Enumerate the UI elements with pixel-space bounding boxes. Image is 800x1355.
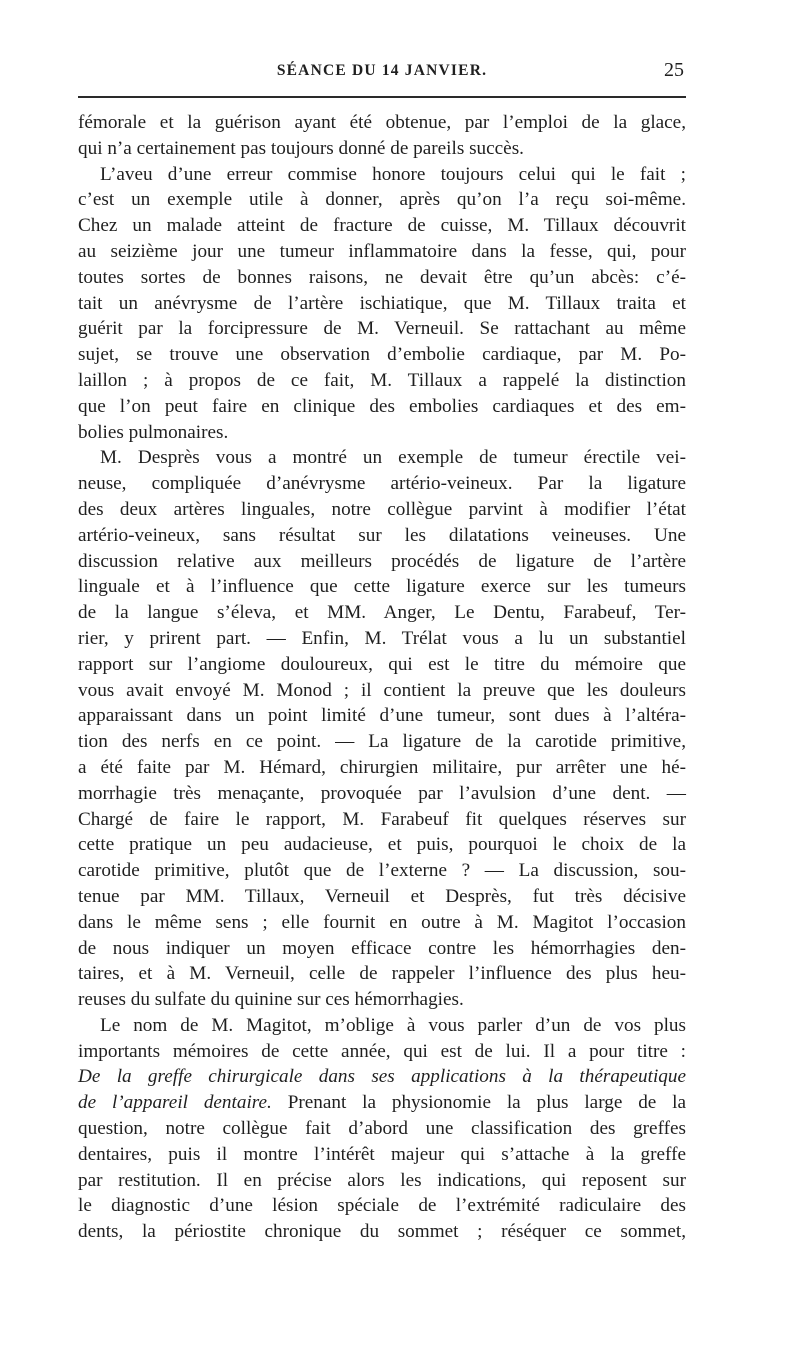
- paragraph-3: [78, 445, 686, 1013]
- text-line: guérit par la forcipressure de M. Verneuil. Se rattachant au même: [78, 318, 686, 340]
- text-line: tion des nerfs en ce point. — La ligature de la carotide primitive,: [78, 731, 686, 753]
- text-line: question, notre collègue fait d’abord une classification des greffes: [78, 1118, 686, 1140]
- text-line: c’est un exemple utile à donner, après qu’on l’a reçu soi-même.: [78, 189, 686, 211]
- text-line: Le nom de M. Magitot, m’oblige à vous parler d’un de vos plus: [100, 1014, 686, 1036]
- text-line: laillon ; à propos de ce fait, M. Tillaux a rappelé la distinction: [78, 369, 686, 391]
- running-head: SÉANCE DU 14 JANVIER.: [276, 62, 488, 79]
- text-line: fémorale et la guérison ayant été obtenue, par l’emploi de la glace,: [78, 112, 686, 133]
- memoir-title-line: De la greffe chirurgicale dans ses applications à la thérapeutique: [78, 1066, 686, 1088]
- text-line: Chez un malade atteint de fracture de cuisse, M. Tillaux découvrit: [78, 215, 686, 237]
- text-line: dans le même sens ; elle fournit en outre à M. Magitot l’occasion: [78, 911, 686, 933]
- text-line: que l’on peut faire en clinique des embolies cardiaques et des em-: [78, 395, 686, 417]
- memoir-title-end: de l’appareil dentaire.: [78, 1092, 272, 1114]
- text-line: tait un anévrysme de l’artère ischiatique, que M. Tillaux traita et: [78, 292, 686, 314]
- text-line: apparaissant dans un point limité d’une tumeur, sont dues à l’altéra-: [78, 705, 686, 727]
- text-line: rier, y prirent part. — Enfin, M. Trélat vous a lu un substantiel: [78, 627, 686, 649]
- text-line: vous avait envoyé M. Monod ; il contient la preuve que les douleurs: [78, 679, 686, 701]
- text-line: de nous indiquer un moyen efficace contre les hémorrhagies den-: [78, 937, 686, 959]
- text-line: tenue par MM. Tillaux, Verneuil et Desprès, fut très décisive: [78, 885, 686, 907]
- text-line: morrhagie très menaçante, provoquée par l’avulsion d’une dent. —: [78, 782, 686, 804]
- text-line: artério-veineux, sans résultat sur les dilatations veineuses. Une: [78, 524, 686, 546]
- text-line: M. Desprès vous a montré un exemple de tumeur érectile vei-: [100, 447, 686, 469]
- text-line: par restitution. Il en précise alors les indications, qui reposent sur: [78, 1169, 686, 1191]
- text-line: rapport sur l’angiome douloureux, qui est le titre du mémoire que: [78, 653, 686, 675]
- text-line: carotide primitive, plutôt que de l’externe ? — La discussion, sou-: [78, 860, 686, 882]
- text-line: reuses du sulfate du quinine sur ces hémorrhagies.: [78, 989, 464, 1011]
- text-segment: Prenant la physionomie la plus large de la: [287, 1092, 686, 1114]
- paragraph-4: [78, 1013, 686, 1245]
- header-rule: [78, 96, 686, 98]
- text-line: L’aveu d’une erreur commise honore toujours celui qui le fait ;: [100, 163, 686, 185]
- text-line: [78, 1090, 686, 1116]
- text-line: dents, la périostite chronique du sommet ; réséquer ce sommet,: [78, 1221, 686, 1243]
- body-text: [78, 110, 686, 1245]
- text-line: bolies pulmonaires.: [78, 421, 229, 443]
- text-line: des deux artères linguales, notre collègue parvint à modifier l’état: [78, 498, 686, 520]
- text-line: le diagnostic d’une lésion spéciale de l’extrémité radiculaire des: [78, 1195, 686, 1217]
- text-line: sujet, se trouve une observation d’embolie cardiaque, par M. Po-: [78, 344, 686, 366]
- text-line: neuse, compliquée d’anévrysme artério-veineux. Par la ligature: [78, 473, 686, 495]
- text-line: au seizième jour une tumeur inflammatoire dans la fesse, qui, pour: [78, 240, 686, 262]
- text-line: Chargé de faire le rapport, M. Farabeuf fit quelques réserves sur: [78, 808, 686, 830]
- text-line: toutes sortes de bonnes raisons, ne devait être qu’un abcès: c’é-: [78, 266, 686, 288]
- text-line: importants mémoires de cette année, qui est de lui. Il a pour titre :: [78, 1040, 686, 1062]
- text-line: cette pratique un peu audacieuse, et puis, pourquoi le choix de la: [78, 834, 686, 856]
- text-line: discussion relative aux meilleurs procédés de ligature de l’artère: [78, 550, 686, 572]
- paragraph-1: [78, 110, 686, 162]
- text-line: de la langue s’éleva, et MM. Anger, Le Dentu, Farabeuf, Ter-: [78, 602, 686, 624]
- text-line: qui n’a certainement pas toujours donné de pareils succès.: [78, 137, 524, 159]
- text-line: linguale et à l’influence que cette ligature exerce sur les tumeurs: [78, 576, 686, 598]
- running-header: [78, 58, 686, 86]
- paragraph-2: [78, 162, 686, 446]
- text-line: dentaires, puis il montre l’intérêt majeur qui s’attache à la greffe: [78, 1143, 686, 1165]
- text-line: taires, et à M. Verneuil, celle de rappeler l’influence des plus heu-: [78, 963, 686, 985]
- text-line: a été faite par M. Hémard, chirurgien militaire, pur arrêter une hé-: [78, 756, 686, 778]
- page-number: 25: [664, 59, 684, 81]
